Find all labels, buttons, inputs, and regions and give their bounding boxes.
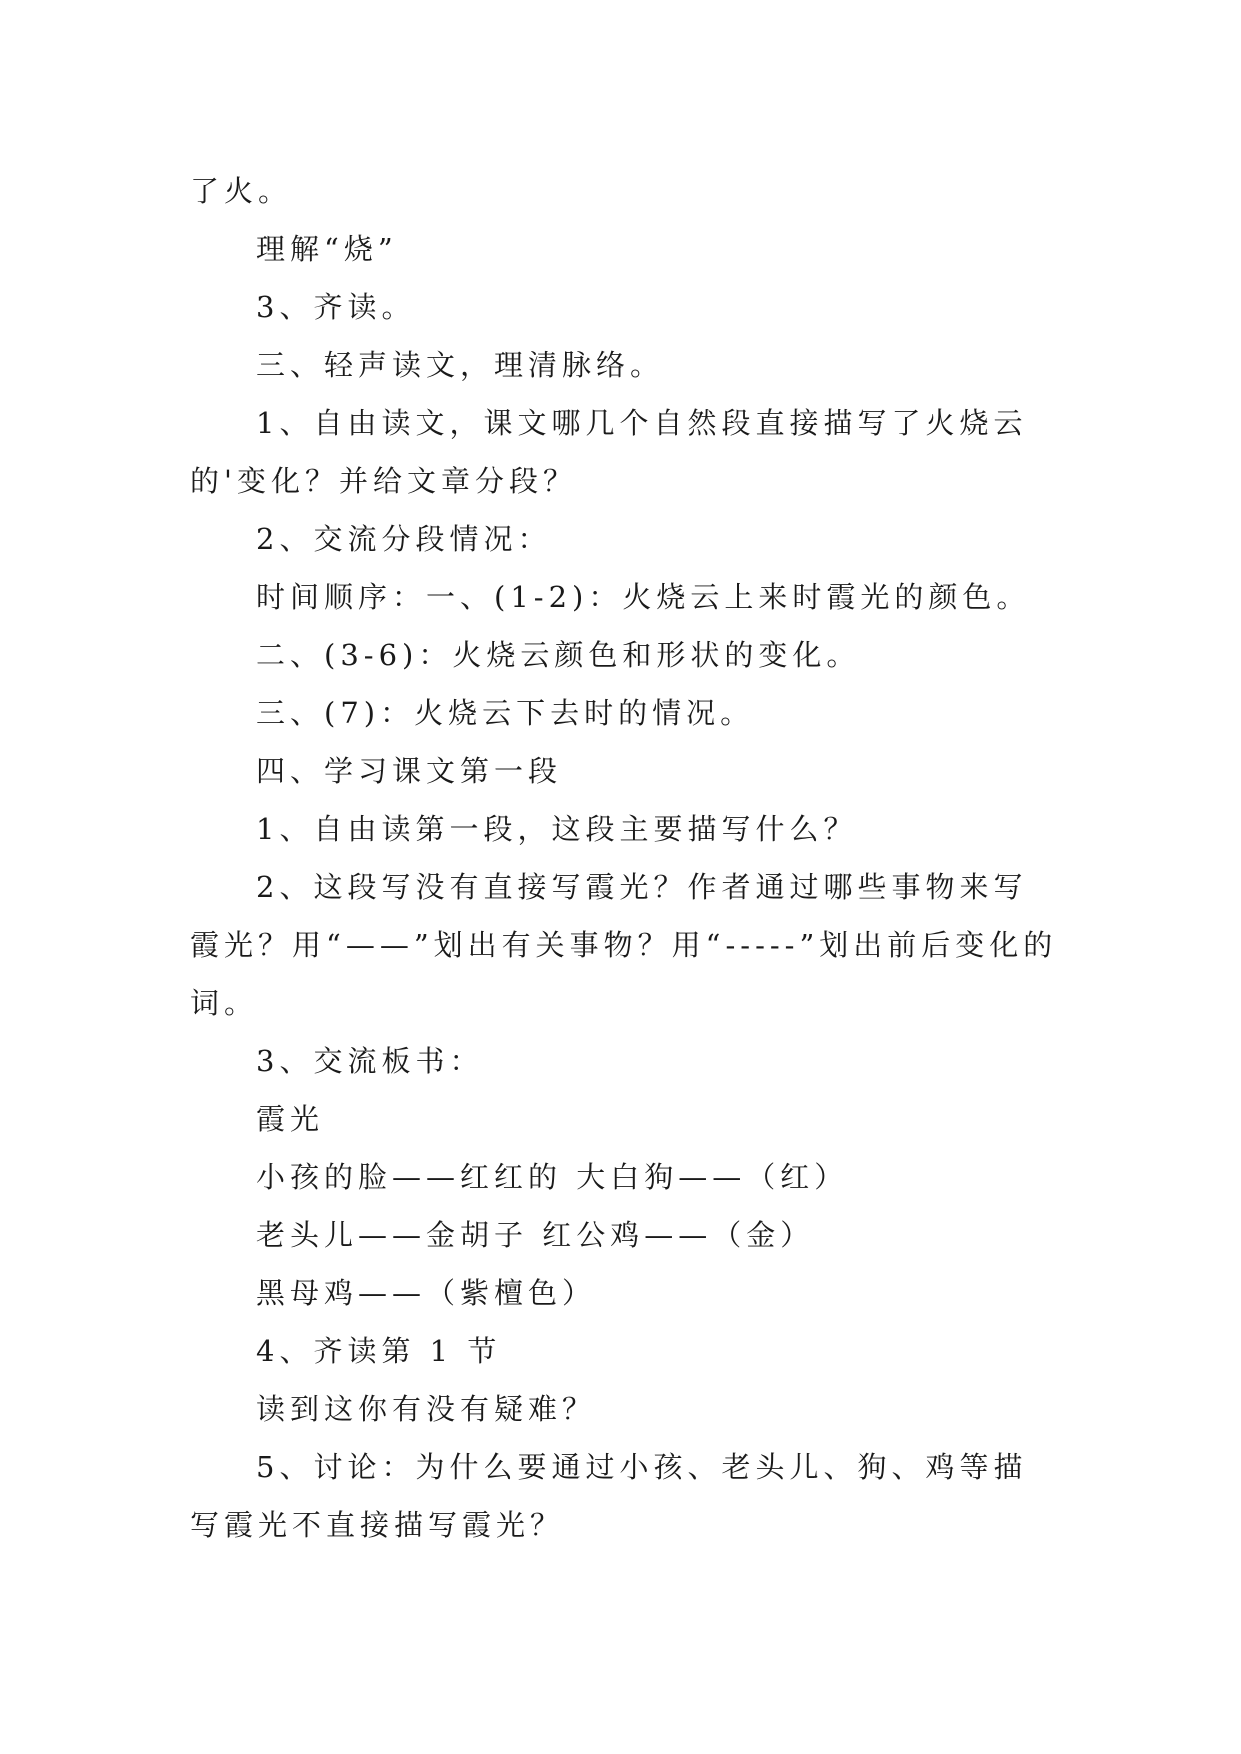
- paragraph: 3、齐读。: [256, 290, 416, 324]
- paragraph: 二、(3-6)：火烧云颜色和形状的变化。: [256, 638, 861, 672]
- paragraph: 三、(7)：火烧云下去时的情况。: [256, 696, 755, 730]
- board-note: 黑母鸡——（紫檀色）: [256, 1276, 597, 1310]
- paragraph: 读到这你有没有疑难？: [256, 1392, 597, 1426]
- paragraph: 2、这段写没有直接写霞光？作者通过哪些事物来写霞光？用“——”划出有关事物？用“-----”划出前后变化的词。: [190, 870, 1058, 1020]
- board-note: 霞光: [256, 1102, 325, 1136]
- paragraph: 1、自由读第一段，这段主要描写什么？: [256, 812, 858, 846]
- paragraph: 1、自由读文，课文哪几个自然段直接描写了火烧云的'变化？并给文章分段？: [190, 406, 1028, 498]
- section-heading: 四、学习课文第一段: [256, 754, 563, 788]
- document-body: [190, 162, 1060, 1554]
- board-note: 小孩的脸——红红的 大白狗——（红）: [256, 1160, 849, 1194]
- paragraph: 4、齐读第 1 节: [256, 1334, 502, 1368]
- paragraph: 时间顺序：一、(1-2)：火烧云上来时霞光的颜色。: [256, 580, 1031, 614]
- board-note: 老头儿——金胡子 红公鸡——（金）: [256, 1218, 815, 1252]
- paragraph: 3、交流板书：: [256, 1044, 484, 1078]
- paragraph: 理解“烧”: [256, 232, 398, 266]
- paragraph: 2、交流分段情况：: [256, 522, 552, 556]
- paragraph: 5、讨论：为什么要通过小孩、老头儿、狗、鸡等描写霞光不直接描写霞光？: [190, 1450, 1028, 1542]
- section-heading: 三、轻声读文，理清脉络。: [256, 348, 665, 382]
- paragraph: 了火。: [190, 174, 293, 208]
